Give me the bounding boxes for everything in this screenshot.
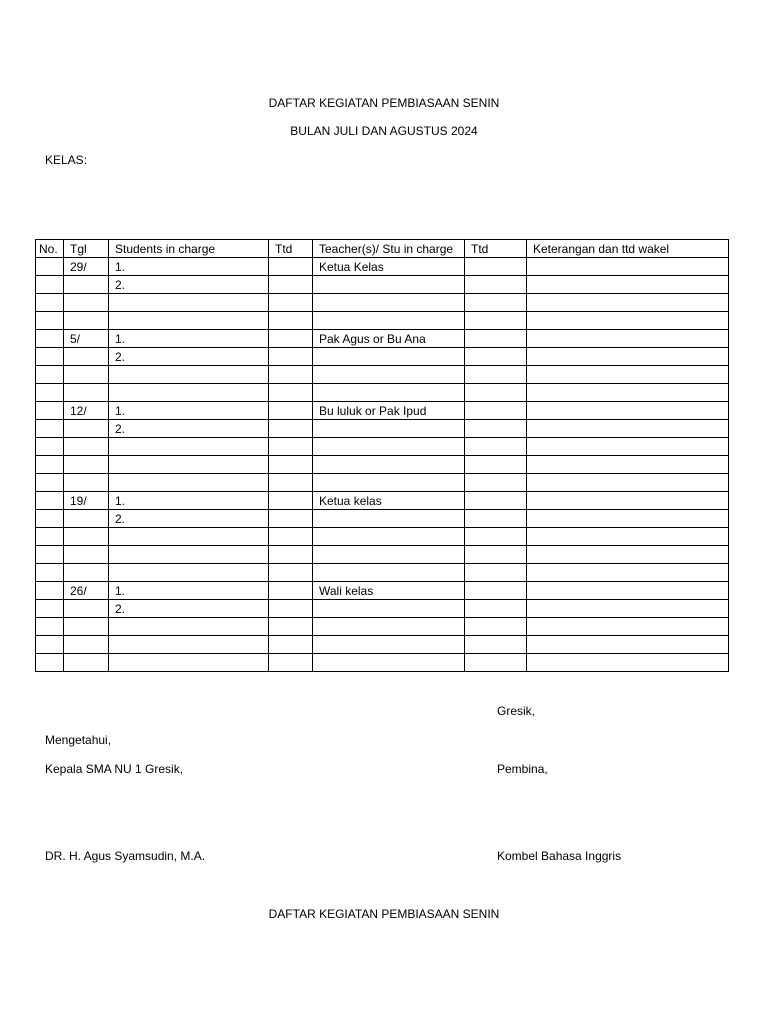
table-cell [109,384,269,402]
table-row [36,420,729,438]
table-cell [269,492,313,510]
schedule-table [35,239,729,672]
table-cell [465,276,527,294]
table-cell: 2. [109,510,269,528]
table-cell [269,582,313,600]
table-cell [64,636,109,654]
table-cell [527,510,729,528]
table-cell: 19/ [64,492,109,510]
table-cell [269,546,313,564]
table-cell [527,528,729,546]
table-cell [465,492,527,510]
acknowledge-label: Mengetahui, [45,733,112,747]
table-cell [109,618,269,636]
table-cell [527,402,729,420]
table-row [36,474,729,492]
table-cell [64,528,109,546]
table-cell [269,294,313,312]
table-cell [269,474,313,492]
table-row [36,546,729,564]
table-cell: Ketua kelas [313,492,465,510]
table-row [36,564,729,582]
table-cell [36,402,64,420]
table-row [36,492,729,510]
table-cell [109,366,269,384]
table-cell [527,294,729,312]
table-cell [64,618,109,636]
table-cell [313,654,465,672]
table-cell [313,456,465,474]
table-cell: 1. [109,402,269,420]
table-cell [64,348,109,366]
table-row [36,312,729,330]
col-header-ttd-2: Ttd [465,240,527,258]
table-cell: 2. [109,276,269,294]
table-cell [64,366,109,384]
table-cell [64,654,109,672]
table-cell [109,636,269,654]
table-cell [465,420,527,438]
table-cell [269,618,313,636]
table-cell [64,456,109,474]
table-cell [465,366,527,384]
table-cell [313,420,465,438]
table-cell [527,312,729,330]
table-cell: Bu luluk or Pak Ipud [313,402,465,420]
table-cell [527,636,729,654]
table-cell: 26/ [64,582,109,600]
table-cell [269,366,313,384]
table-cell [269,276,313,294]
table-cell [527,384,729,402]
table-cell [109,438,269,456]
table-cell: 2. [109,348,269,366]
table-cell: 1. [109,258,269,276]
table-cell [36,258,64,276]
table-cell [465,294,527,312]
table-cell [465,438,527,456]
table-cell [36,528,64,546]
table-cell [64,546,109,564]
table-cell: 29/ [64,258,109,276]
table-cell [465,456,527,474]
table-cell [64,600,109,618]
table-cell [465,330,527,348]
table-cell [527,258,729,276]
table-cell [465,564,527,582]
table-cell [64,474,109,492]
col-header-keterangan: Keterangan dan ttd wakel [527,240,729,258]
table-cell [313,564,465,582]
table-cell [36,438,64,456]
table-cell [465,312,527,330]
table-cell [313,528,465,546]
table-cell [465,600,527,618]
table-cell [109,546,269,564]
table-cell [36,582,64,600]
table-cell: Ketua Kelas [313,258,465,276]
table-cell [465,402,527,420]
table-row [36,402,729,420]
table-cell [64,276,109,294]
col-header-no: No. [36,240,64,258]
table-cell [64,510,109,528]
table-cell [36,456,64,474]
table-row [36,618,729,636]
table-cell [269,456,313,474]
supervisor-name: Kombel Bahasa Inggris [497,849,622,863]
table-cell [527,276,729,294]
table-cell [313,276,465,294]
table-cell [527,654,729,672]
table-cell [36,330,64,348]
table-row [36,600,729,618]
supervisor-role: Pembina, [497,762,548,776]
document-title: DAFTAR KEGIATAN PEMBIASAAN SENIN [268,96,500,110]
table-row [36,276,729,294]
table-row [36,582,729,600]
table-cell [109,654,269,672]
table-cell [36,294,64,312]
table-cell [269,402,313,420]
table-cell: 1. [109,582,269,600]
table-cell [36,636,64,654]
table-cell [313,636,465,654]
table-cell [465,636,527,654]
place-label: Gresik, [497,704,536,718]
table-cell [313,312,465,330]
table-cell [64,312,109,330]
table-cell [269,348,313,366]
table-cell: Wali kelas [313,582,465,600]
table-row [36,456,729,474]
table-cell [36,312,64,330]
table-cell [36,348,64,366]
table-cell [64,438,109,456]
table-cell [64,384,109,402]
table-cell [527,474,729,492]
table-cell [527,618,729,636]
col-header-teacher: Teacher(s)/ Stu in charge [313,240,465,258]
table-row [36,654,729,672]
col-header-ttd: Ttd [269,240,313,258]
table-cell [36,276,64,294]
table-cell [64,420,109,438]
table-row [36,366,729,384]
table-cell [313,546,465,564]
table-cell: 12/ [64,402,109,420]
table-cell [465,348,527,366]
table-cell [36,366,64,384]
table-row [36,294,729,312]
table-cell [36,546,64,564]
table-cell: 1. [109,330,269,348]
table-cell [36,564,64,582]
table-row [36,438,729,456]
col-header-students: Students in charge [109,240,269,258]
table-cell [269,600,313,618]
table-row [36,510,729,528]
table-cell [109,294,269,312]
table-cell [313,294,465,312]
table-row [36,636,729,654]
table-row [36,330,729,348]
table-cell [527,330,729,348]
table-cell [36,420,64,438]
next-page-title: DAFTAR KEGIATAN PEMBIASAAN SENIN [268,907,500,921]
table-cell: 5/ [64,330,109,348]
table-cell [109,474,269,492]
principal-name: DR. H. Agus Syamsudin, M.A. [45,849,206,863]
table-header-row [36,240,729,258]
table-row [36,528,729,546]
table-cell [465,654,527,672]
table-cell [313,384,465,402]
table-cell [313,474,465,492]
table-cell [313,600,465,618]
table-cell [109,564,269,582]
table-cell [36,618,64,636]
table-cell [465,510,527,528]
table-cell [64,564,109,582]
table-cell [313,366,465,384]
table-cell [269,384,313,402]
table-cell [527,348,729,366]
table-cell [269,564,313,582]
col-header-tgl: Tgl [64,240,109,258]
table-cell: 2. [109,600,269,618]
table-cell [465,618,527,636]
table-cell [36,600,64,618]
table-row [36,348,729,366]
table-cell [465,258,527,276]
table-cell: Pak Agus or Bu Ana [313,330,465,348]
table-cell [64,294,109,312]
table-cell [269,438,313,456]
table-cell [313,510,465,528]
table-cell [527,456,729,474]
table-cell [527,366,729,384]
table-cell [36,492,64,510]
table-cell [465,474,527,492]
table-cell [36,654,64,672]
document-subtitle: BULAN JULI DAN AGUSTUS 2024 [290,124,478,138]
table-cell [527,546,729,564]
table-cell [269,258,313,276]
table-cell [313,618,465,636]
kelas-label: KELAS: [45,153,88,167]
table-row [36,384,729,402]
table-cell [527,582,729,600]
table-cell [527,564,729,582]
table-cell [269,636,313,654]
table-cell [313,348,465,366]
table-cell: 2. [109,420,269,438]
table-cell [269,312,313,330]
table-cell [527,600,729,618]
table-cell [465,528,527,546]
table-cell [269,654,313,672]
table-cell [465,546,527,564]
table-cell [527,438,729,456]
table-cell [313,438,465,456]
table-body [36,258,729,672]
table-cell [465,384,527,402]
principal-role: Kepala SMA NU 1 Gresik, [45,762,184,776]
table-cell [109,312,269,330]
table-cell [269,510,313,528]
table-cell [269,528,313,546]
table-cell [109,528,269,546]
table-cell [36,384,64,402]
table-cell [109,456,269,474]
table-cell [527,420,729,438]
table-cell [527,492,729,510]
table-cell [36,510,64,528]
table-cell [36,474,64,492]
table-cell [269,330,313,348]
table-cell: 1. [109,492,269,510]
table-cell [269,420,313,438]
table-row [36,258,729,276]
table-cell [465,582,527,600]
